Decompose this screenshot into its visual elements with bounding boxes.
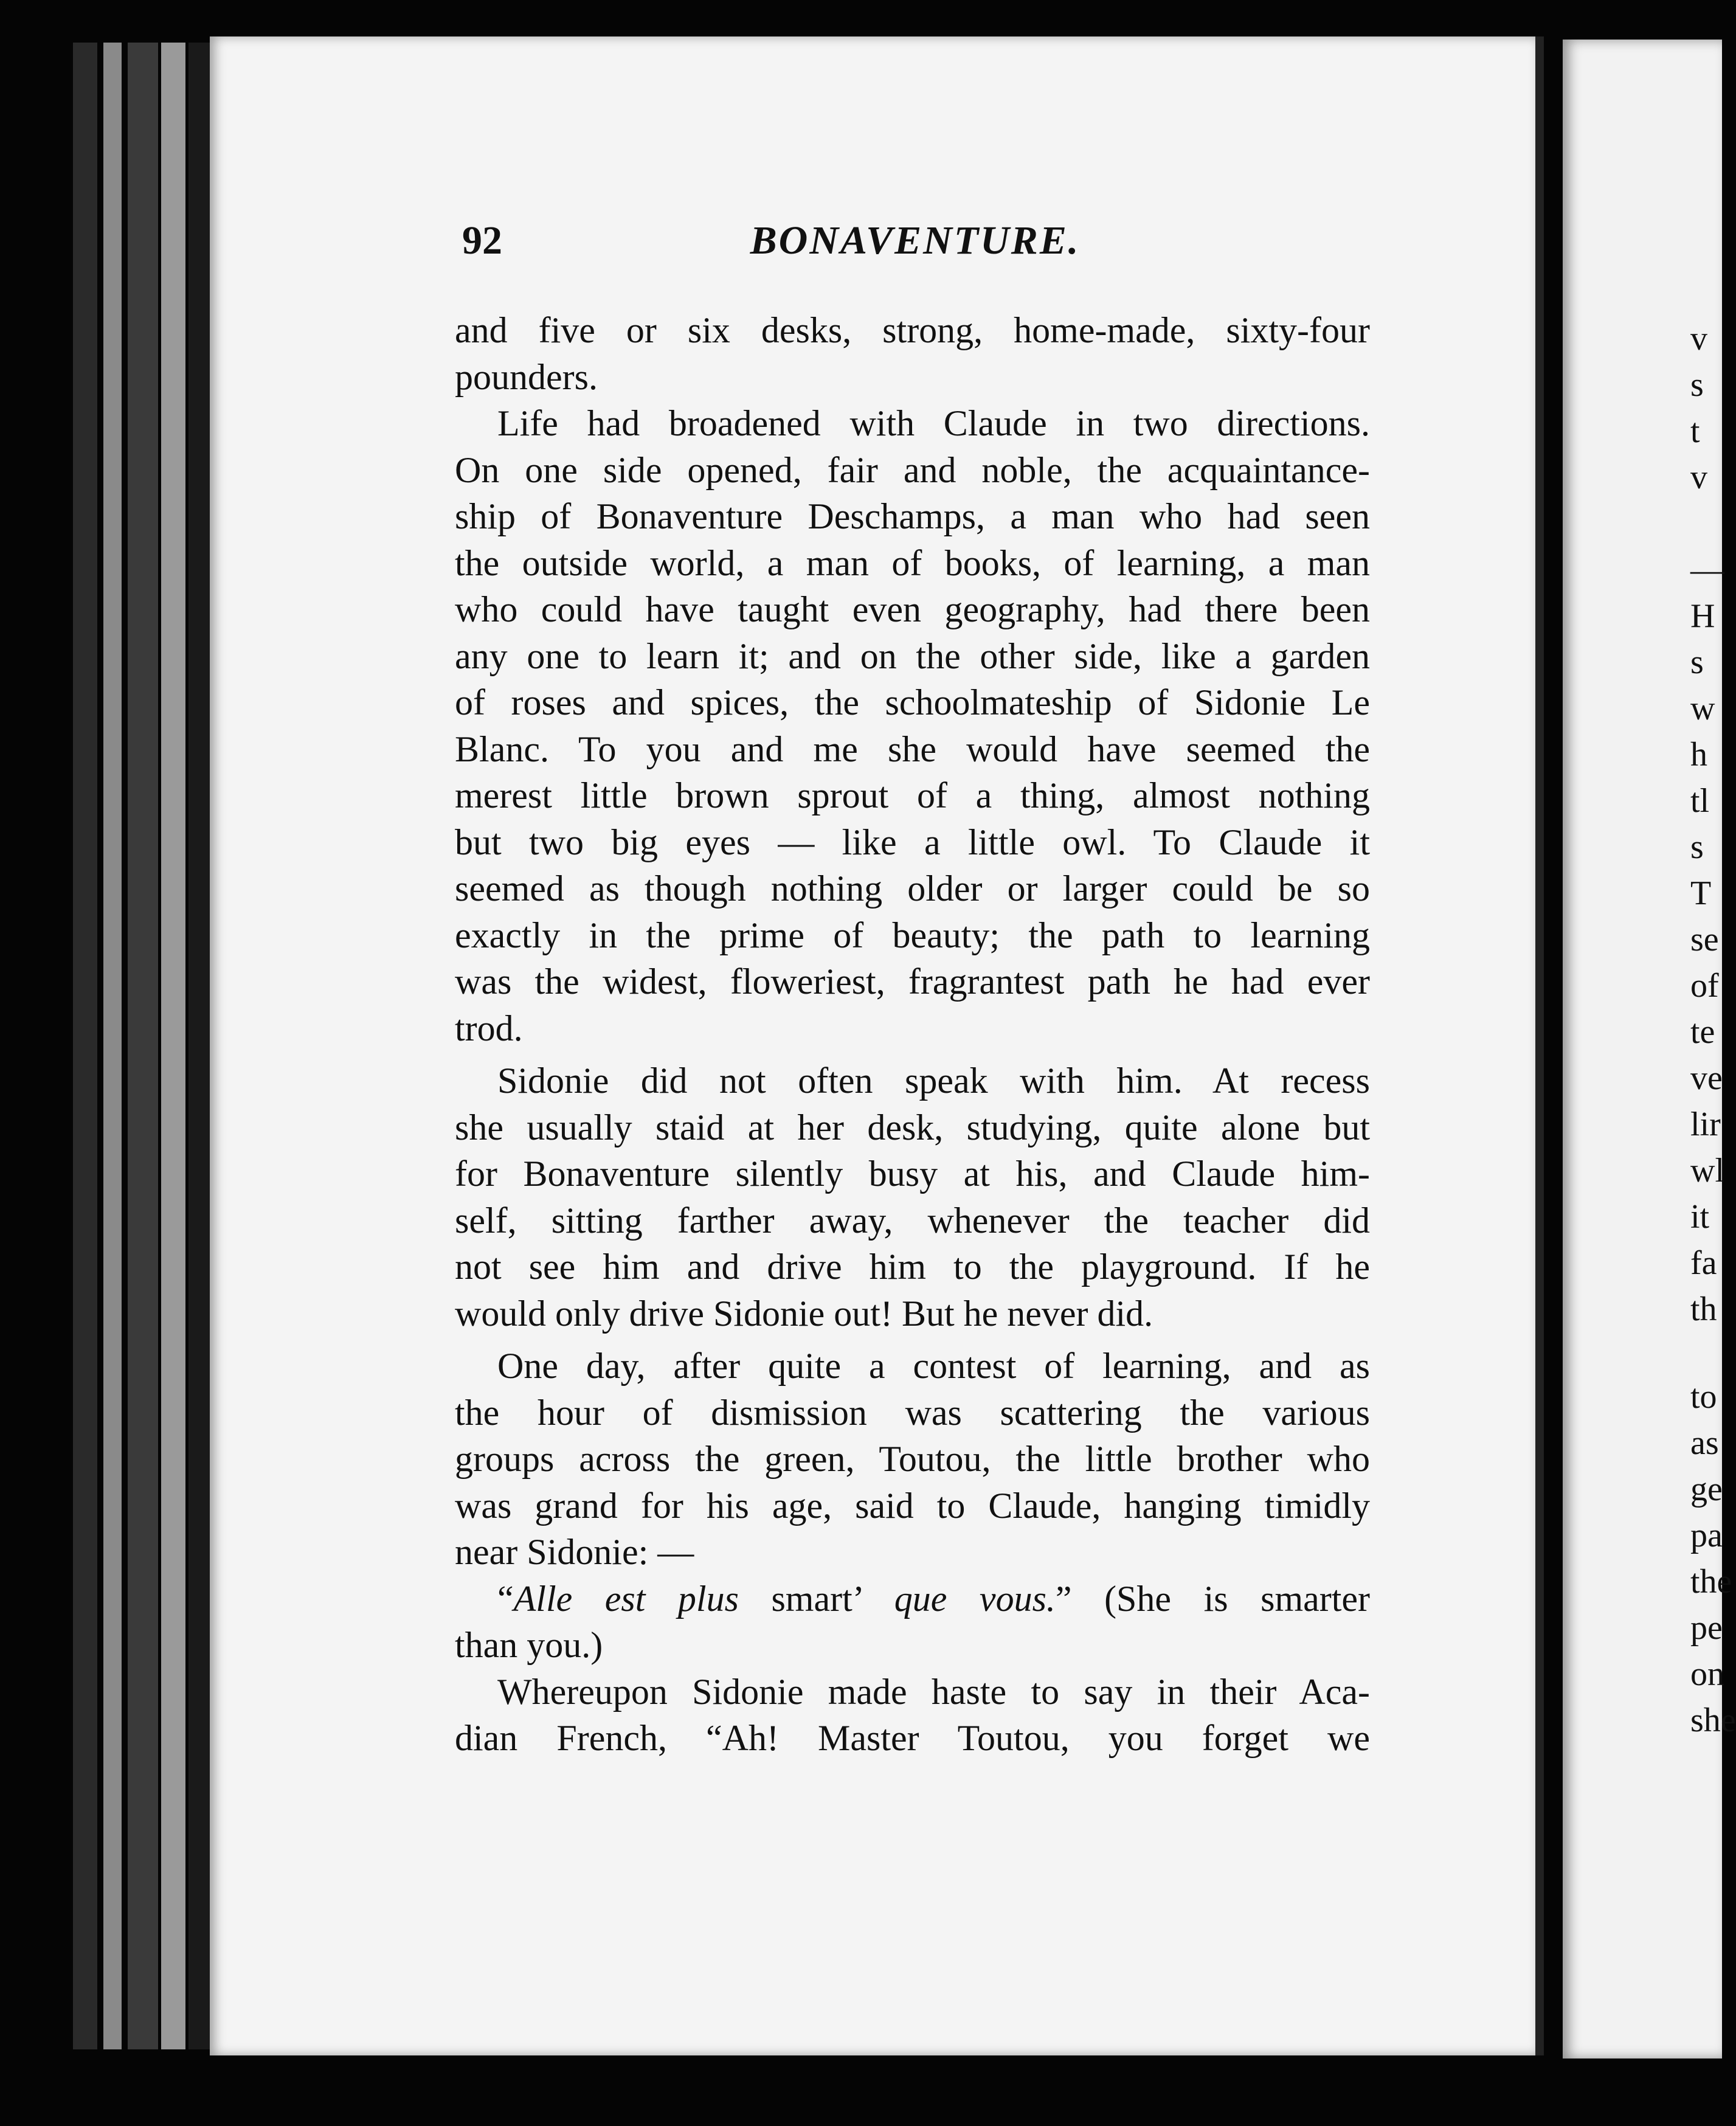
text-fragment: te — [1690, 1013, 1715, 1051]
text-fragment: of — [1690, 967, 1719, 1005]
text-fragment: lir — [1690, 1106, 1721, 1143]
text-fragment: the — [1690, 1563, 1732, 1601]
text-fragment: on — [1690, 1655, 1724, 1693]
text-fragment: ve — [1690, 1059, 1723, 1097]
page-number: 92 — [462, 218, 502, 263]
text-line: seemed as though nothing older or larger could be so — [455, 868, 1370, 909]
text-line: Sidonie did not often speak with him. At recess — [497, 1061, 1370, 1101]
text-line: merest little brown sprout of a thing, almost nothing — [455, 775, 1370, 815]
text-line: self, sitting farther away, whenever the teacher did — [455, 1200, 1370, 1241]
body-text — [455, 307, 1370, 1762]
text-fragment: — — [1690, 551, 1724, 589]
french-phrase: que vous. — [894, 1578, 1056, 1619]
text-line: and five or six desks, strong, home-made, sixty-four — [455, 310, 1370, 350]
text-line: the outside world, a man of books, of learning, a man — [455, 542, 1370, 583]
text-fragment: tl — [1690, 782, 1710, 820]
text-fragment: to — [1690, 1378, 1717, 1416]
text-line: dian French, “Ah! Master Toutou, you forget we — [455, 1718, 1370, 1758]
text-fragment: se — [1690, 921, 1719, 958]
text-line: On one side opened, fair and noble, the acquaintance- — [455, 449, 1370, 490]
text-fragment: s — [1690, 828, 1704, 866]
text-fragment: th — [1690, 1290, 1717, 1328]
book-spine-edge — [188, 43, 210, 2049]
close-quote: ” — [1055, 1578, 1072, 1619]
french-phrase: Alle est plus — [513, 1578, 739, 1619]
text-fragment: wl — [1690, 1152, 1724, 1189]
text-fragment: pa — [1690, 1517, 1723, 1554]
text-fragment: s — [1690, 643, 1704, 681]
book-spine-edge — [128, 43, 158, 2049]
text-fragment: as — [1690, 1424, 1719, 1462]
text-line: was grand for his age, said to Claude, hanging timidly — [455, 1485, 1370, 1526]
text-fragment: v — [1690, 459, 1707, 496]
text-line: any one to learn it; and on the other side, like a garden — [455, 635, 1370, 676]
book-spine-edge — [103, 43, 122, 2049]
text-line: groups across the green, Toutou, the little brother who — [455, 1439, 1370, 1479]
text-line: Whereupon Sidonie made haste to say in their Aca- — [497, 1671, 1370, 1712]
text-line: she usually staid at her desk, studying, quite alone but — [455, 1107, 1370, 1148]
text-fragment: H — [1690, 597, 1715, 635]
text-line: pounders. — [455, 356, 598, 397]
text-fragment: v — [1690, 320, 1707, 358]
text-line: One day, after quite a contest of learning, and as — [497, 1346, 1370, 1386]
quote-line — [455, 1576, 1370, 1622]
text-fragment: fa — [1690, 1244, 1717, 1282]
text-line: for Bonaventure silently busy at his, and Claude him- — [455, 1154, 1370, 1194]
text-fragment: it — [1690, 1198, 1710, 1236]
text-fragment: ge — [1690, 1470, 1723, 1508]
text-line: than you.) — [455, 1625, 603, 1665]
text-fragment: pe — [1690, 1609, 1723, 1647]
text-fragment: t — [1690, 412, 1700, 450]
text-fragment: s — [1690, 366, 1704, 404]
text-line: exactly in the prime of beauty; the path to learning — [455, 915, 1370, 955]
translation-gloss: (She is smarter — [1104, 1578, 1371, 1619]
book-spine-edge — [161, 43, 185, 2049]
text-fragment: h — [1690, 736, 1707, 774]
text-line: who could have taught even geography, had there been — [455, 589, 1370, 629]
open-quote: “ — [497, 1578, 514, 1619]
text-fragment: w — [1690, 690, 1715, 727]
text-line: was the widest, floweriest, fragrantest path he had ever — [455, 961, 1370, 1002]
text-line: Blanc. To you and me she would have seemed the — [455, 729, 1370, 769]
text-fragment: T — [1690, 874, 1712, 912]
text-line: trod. — [455, 1008, 523, 1048]
text-line: Life had broadened with Claude in two directions. — [497, 403, 1370, 443]
text-line: ship of Bonaventure Deschamps, a man who had seen — [455, 496, 1370, 536]
book-spine-edge — [73, 43, 97, 2049]
text-line: but two big eyes — like a little owl. To Claude it — [455, 822, 1370, 862]
text-line: the hour of dismission was scattering the various — [455, 1392, 1370, 1433]
english-word: smart’ — [738, 1578, 894, 1619]
text-line: near Sidonie: — — [455, 1532, 694, 1572]
text-line: would only drive Sidonie out! But he never did. — [455, 1293, 1153, 1334]
running-title: BONAVENTURE. — [750, 218, 1081, 263]
text-fragment: she — [1690, 1702, 1736, 1739]
text-line: not see him and drive him to the playground. If he — [455, 1247, 1370, 1287]
text-line: of roses and spices, the schoolmateship of Sidonie Le — [455, 682, 1370, 722]
